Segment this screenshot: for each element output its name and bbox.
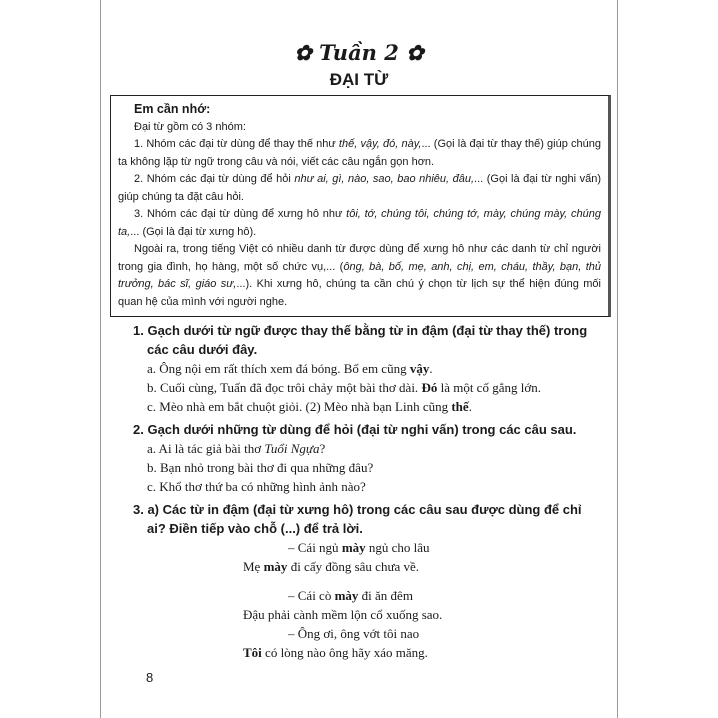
exercise-3 — [133, 500, 603, 662]
text-run: 3. Nhóm các đại từ dùng để xưng hô như — [134, 208, 347, 220]
text-run: ? — [319, 441, 326, 456]
italic-text: ông, bà, bố, mẹ, anh, chị, em, cháu, thầy, bạn, thủ trưởng, bác sĩ, giáo sư, — [118, 260, 601, 290]
text-run: là một cố gắng lớn. — [437, 380, 541, 395]
text-run: Đại từ gồm có 3 nhóm: — [134, 120, 246, 133]
exercise-item — [147, 439, 603, 458]
poem-line — [133, 605, 603, 624]
text-run: Mẹ — [243, 559, 264, 574]
bold-text: vậy — [409, 361, 430, 376]
exercise-question: 3. a) Các từ in đậm (đại từ xưng hô) trong các câu sau được dùng để chỉ ai? Điền tiếp vào chỗ (...) để trả lời. — [133, 502, 582, 536]
bold-text: mày — [334, 588, 359, 603]
text-run: có lòng nào ông hãy xáo măng. — [261, 645, 428, 660]
text-run: ngủ cho lâu — [365, 540, 430, 555]
italic-text: thế, vậy, đó, này, — [338, 138, 422, 150]
exercise-question: 1. Gạch dưới từ ngữ được thay thế bằng từ in đậm (đại từ thay thế) trong các câu dưới đây. — [133, 323, 588, 357]
exercise-item — [147, 458, 603, 477]
exercise-item — [147, 397, 603, 416]
page-body — [110, 95, 610, 686]
poem — [133, 538, 603, 662]
text-run: đi cấy đồng sâu chưa về. — [287, 559, 420, 574]
page-left-edge — [100, 0, 101, 718]
text-run: c. Khổ thơ thứ ba có những hình ảnh nào? — [147, 479, 366, 494]
text-run: – Cái cò — [288, 588, 335, 603]
exercise-item — [147, 378, 603, 397]
bold-text: mày — [341, 540, 366, 555]
lesson-title: ĐẠI TỪ — [329, 70, 389, 89]
text-run: Ngoài ra, trong tiếng Việt có nhiều danh từ được dùng để xưng hô như các danh từ chỉ người trong gia đình, họ hàng, một số chức vụ,... ( — [118, 243, 601, 273]
text-run: – Ông ơi, ông vớt tôi nao — [288, 626, 420, 641]
exercise-1 — [133, 321, 603, 416]
text-run: – Cái ngủ — [288, 540, 342, 555]
text-run: ... (Gọi là đại từ nghi vấn) giúp chúng ta đặt câu hỏi. — [118, 173, 601, 203]
page-number: 8 — [146, 670, 154, 685]
week-title: ✿ Tuần 2 ✿ — [294, 40, 424, 65]
text-run: đi ăn đêm — [358, 588, 413, 603]
bold-text: mày — [263, 559, 288, 574]
exercise-item — [147, 359, 603, 378]
exercise-item — [147, 477, 603, 496]
italic-text: tôi, tớ, chúng tôi, chúng tớ, mày, chúng mày, chúng ta, — [118, 208, 601, 238]
text-run: c. Mèo nhà em bắt chuột giỏi. (2) Mèo nhà bạn Linh cũng — [147, 399, 452, 414]
remember-box — [110, 95, 611, 317]
remember-paragraph — [118, 241, 601, 311]
poem-line — [133, 624, 603, 643]
exercise-question: 2. Gạch dưới những từ dùng để hỏi (đại từ nghi vấn) trong các câu sau. — [133, 422, 577, 437]
text-run: . — [468, 399, 472, 414]
bold-text: Tôi — [243, 645, 262, 660]
poem-line — [133, 557, 603, 576]
italic-text: như ai, gì, nào, sao, bao nhiêu, đâu, — [294, 173, 475, 185]
text-run: b. Cuối cùng, Tuấn đã đọc trôi chảy một bài thơ dài. — [147, 380, 422, 395]
poem-line — [133, 643, 603, 662]
exercise-2 — [133, 420, 603, 496]
poem-line — [133, 538, 603, 557]
remember-heading: Em cần nhớ: — [134, 102, 211, 116]
page-right-edge — [617, 0, 618, 718]
bold-text: Đó — [421, 380, 438, 395]
text-run: Đậu phải cành mềm lộn cổ xuống sao. — [243, 607, 443, 622]
text-run: a. Ông nội em rất thích xem đá bóng. Bố em cũng — [147, 361, 410, 376]
text-run: . — [429, 361, 433, 376]
text-run: 2. Nhóm các đại từ dùng để hỏi — [134, 173, 295, 185]
remember-paragraph — [118, 171, 601, 206]
poem-line — [133, 586, 603, 605]
text-run: a. Ai là tác giả bài thơ — [147, 441, 265, 456]
italic-text: Tuổi Ngựa — [264, 441, 320, 456]
text-run: ... (Gọi là đại từ thay thế) giúp chúng ta không lặp từ ngữ trong câu và nói, viết các câu ngắn gọn hơn. — [118, 138, 601, 168]
bold-text: thế — [451, 399, 469, 414]
remember-paragraph — [118, 206, 601, 241]
text-run: ... (Gọi là đại từ xưng hô). — [130, 225, 257, 238]
text-run: ...). Khi xưng hô, chúng ta cần chú ý chọn từ lịch sự thể hiện đúng mối quan hệ của mình với người nghe. — [118, 278, 601, 308]
remember-paragraph — [118, 119, 601, 137]
text-run: b. Bạn nhỏ trong bài thơ đi qua những đâu? — [147, 460, 374, 475]
remember-paragraph — [118, 136, 601, 171]
text-run: 1. Nhóm các đại từ dùng để thay thế như — [134, 138, 339, 150]
